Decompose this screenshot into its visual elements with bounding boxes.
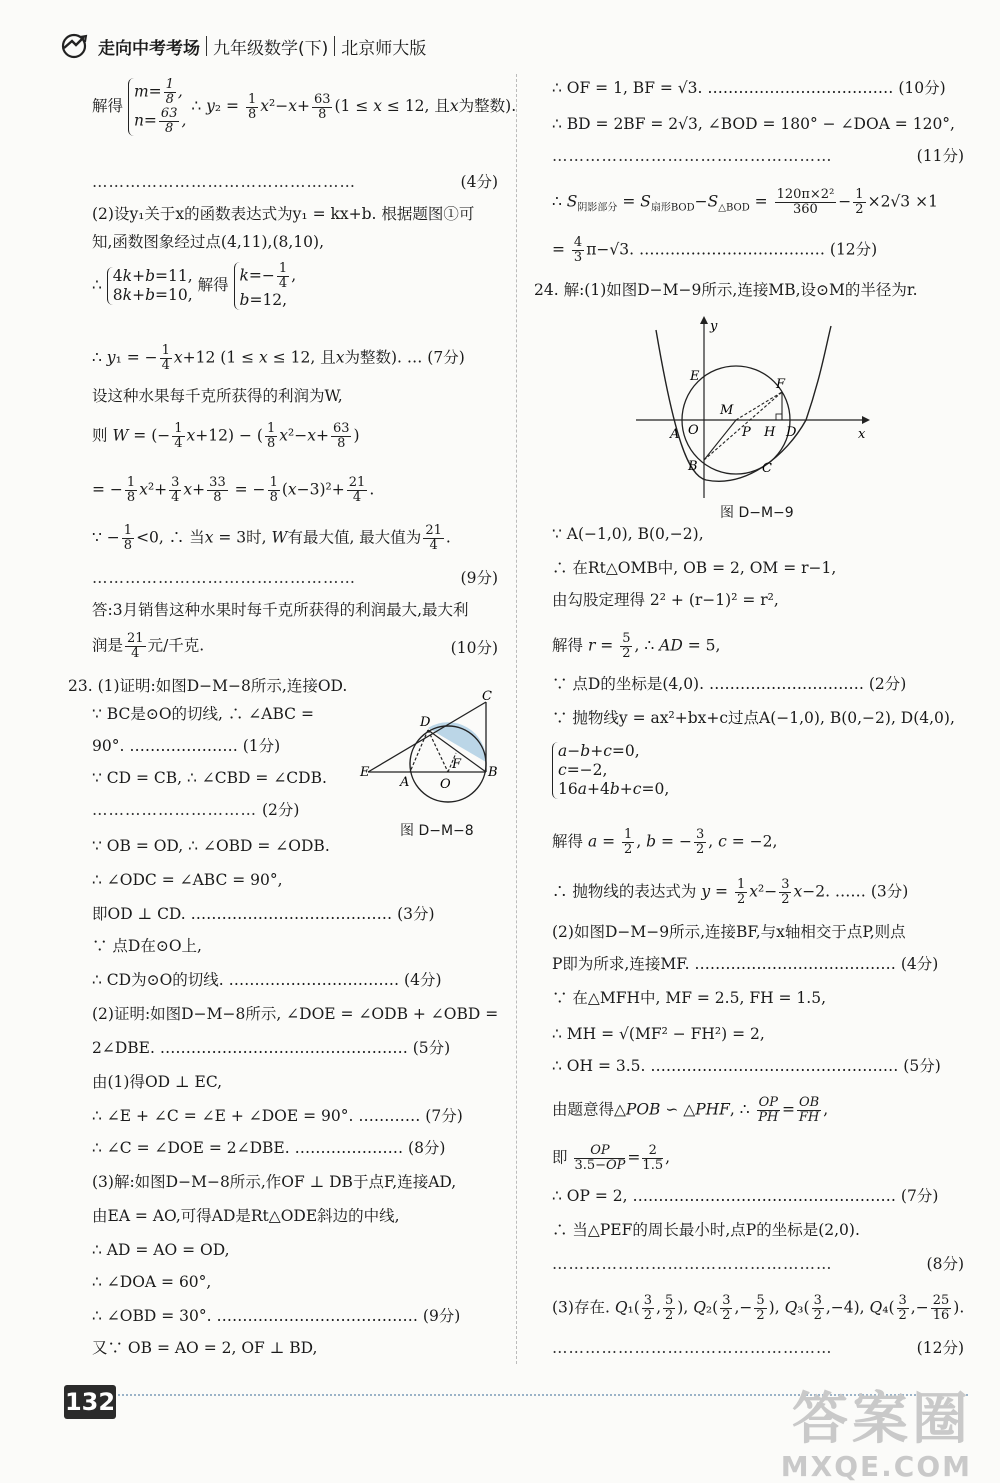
watermark-url: MXQE.COM: [780, 1450, 972, 1483]
fig8-label-a: A: [400, 775, 410, 790]
brand-logo-icon: [60, 33, 92, 59]
solution-line: a−b+c=0, c=−2, 16a+4b+c=0,: [552, 742, 669, 799]
page-header: [60, 26, 426, 66]
solution-line: ………………………… (2分): [92, 801, 300, 819]
solution-line: (3)解:如图D−M−8所示,作OF ⊥ DB于点F,连接AD,: [92, 1173, 457, 1191]
solution-line: ∴ 抛物线的表达式为 y = $\frac{1}{2}$ x²− $\frac{3}{2}$ x−2. …… (3分): [552, 877, 909, 907]
score-mark: (4分): [460, 173, 498, 191]
fig8-label-b: B: [488, 765, 498, 780]
solution-line: = $\frac{4}{3}$ π−√3. ……………………………… (12分): [552, 235, 878, 265]
solution-line: 解得 a = $\frac{1}{2}$ , b = − $\frac{3}{2}$ , c = −2,: [552, 827, 778, 857]
score-mark: (10分): [450, 639, 498, 657]
question-23: 23. (1)证明:如图D−M−8所示,连接OD.: [68, 677, 348, 695]
fig9-label-f: F: [776, 377, 786, 392]
solution-line: ∴ MH = √(MF² − FH²) = 2,: [552, 1025, 765, 1043]
watermark: [780, 1387, 972, 1483]
score-mark: (12分): [916, 1339, 964, 1357]
solution-line: ∴ $S_{阴影部分} = S_{扇形BOD}-S_{\triangle BOD}$ = $\frac{\text{120π×2²}}{360}$ − $\frac{1}{2}$ ×2√3 ×1: [552, 187, 938, 217]
header-divider: [206, 36, 207, 56]
page-number: 132: [64, 1385, 116, 1419]
fig8-label-o: O: [440, 777, 451, 792]
solution-line: P即为所求,连接MF. ………………………………… (4分): [552, 955, 939, 973]
solution-line: ∵ OB = OD, ∴ ∠OBD = ∠ODB.: [92, 837, 330, 855]
header-divider-2: [334, 36, 335, 56]
solution-line: ∵ A(−1,0), B(0,−2),: [552, 525, 704, 543]
fig9-label-p: P: [742, 425, 751, 440]
fig9-label-a: A: [670, 427, 680, 442]
solution-line: ∴ 当△PEF的周长最小时,点P的坐标是(2,0).: [552, 1221, 860, 1239]
solution-line: ∴ OP = 2, …………………………………………… (7分): [552, 1187, 939, 1205]
column-divider: [516, 74, 517, 1364]
solution-line: 解得 m= $\frac{1}{8}$ , n= $\frac{63}{8}$ , ∴ y₂ = $\frac{1}{8}$ x²−x+ $\frac{63}{8}$ (1 ≤ x ≤ 12, 且x为整数).: [92, 77, 517, 136]
fig8-label-f: F: [452, 757, 462, 772]
solution-line: (2)证明:如图D−M−8所示, ∠DOE = ∠ODB + ∠OBD =: [92, 1005, 499, 1023]
solution-line: ∴ OF = 1, BF = √3. ……………………………… (10分): [552, 79, 946, 97]
solution-line: 90°. ………………… (1分): [92, 737, 281, 755]
solution-line: = − $\frac{1}{8}$ x²+ $\frac{3}{4}$ x+ $\frac{33}{8}$ = − $\frac{1}{8}$ (x−3)²+ $\frac{21}{4}$ .: [92, 475, 375, 505]
score-mark: (2分): [261, 801, 300, 819]
edition-label: 北京师大版: [341, 38, 427, 59]
fig9-label-d: D: [786, 425, 797, 440]
fig8-label-d: D: [420, 715, 431, 730]
solution-line: 由题意得△POB ∽ △PHF, ∴ $\frac{OP}{PH}$ = $\frac{OB}{FH}$ ,: [552, 1095, 829, 1125]
solution-line: ∵ CD = CB, ∴ ∠CBD = ∠CDB.: [92, 769, 327, 787]
figure-d-m-8-caption: 图 D−M−8: [400, 823, 474, 839]
solution-line: (3)存在. Q₁( $\frac{3}{2}$ , $\frac{5}{2}$ ), Q₂( $\frac{3}{2}$ ,− $\frac{5}{2}$ ), Q₃( $\frac{3}{2}$ ,−4), Q₄( $\frac{3}{2}$ ,− $\frac{25}{16}$ ).: [552, 1293, 965, 1323]
figure-d-m-9-caption: 图 D−M−9: [720, 505, 794, 521]
solution-line: ∴ y₁ = − $\frac{1}{4}$ x+12 (1 ≤ x ≤ 12, 且x为整数). … (7分): [92, 343, 465, 373]
fig8-label-c: C: [482, 690, 492, 704]
score-mark: (11分): [916, 147, 964, 165]
solution-line: ∵ 点D在⊙O上,: [92, 937, 202, 955]
solution-line: ∵ 在△MFH中, MF = 2.5, FH = 1.5,: [552, 989, 827, 1007]
solution-line: ∴ AD = AO = OD,: [92, 1241, 230, 1259]
solution-line: 则 W = (− $\frac{1}{4}$ x+12) − ( $\frac{1}{8}$ x²−x+ $\frac{63}{8}$ ): [92, 421, 360, 451]
solution-line: 即OD ⊥ CD. ………………………………… (3分): [92, 905, 435, 923]
watermark-logo-text: 答案圈: [792, 1387, 972, 1452]
solution-line: ∴ ∠E + ∠C = ∠E + ∠DOE = 90°. ………… (7分): [92, 1107, 463, 1125]
solution-line: ∵ − $\frac{1}{8}$ <0, ∴ 当x = 3时, W有最大值, 最大值为 $\frac{21}{4}$ .: [92, 523, 451, 553]
solution-line: ∴ BD = 2BF = 2√3, ∠BOD = 180° − ∠DOA = 120°,: [552, 115, 955, 133]
solution-line: 解得 r = $\frac{5}{2}$ , ∴ AD = 5,: [552, 631, 721, 661]
solution-line: ∴ 4k+b=11, 8k+b=10, 解得 k=− $\frac{1}{4}$ , b=12,: [92, 261, 297, 309]
fig9-label-e: E: [690, 369, 700, 384]
solution-line: ……………………………………………: [552, 1339, 833, 1357]
score-mark: (8分): [926, 1255, 964, 1273]
solution-line: 答:3月销售这种水果时每千克所获得的利润最大,最大利: [92, 601, 469, 619]
fig8-label-e: E: [360, 765, 370, 780]
solution-line: ∵ 点D的坐标是(4,0). ………………………… (2分): [552, 675, 907, 693]
solution-line: 由勾股定理得 2² + (r−1)² = r²,: [552, 591, 779, 609]
solution-line: ∴ ∠C = ∠DOE = 2∠DBE. ………………… (8分): [92, 1139, 446, 1157]
fig9-label-c: C: [762, 461, 772, 476]
solution-line: 润是 $\frac{21}{4}$ 元/千克.: [92, 631, 205, 661]
fig9-label-b: B: [688, 459, 698, 474]
fig9-label-h: H: [764, 425, 776, 440]
solution-line: 知,函数图象经过点(4,11),(8,10),: [92, 233, 324, 251]
figure-d-m-9: [636, 316, 870, 498]
solution-line: 2∠DBE. ………………………………………… (5分): [92, 1039, 451, 1057]
solution-line: ∴ 在Rt△OMB中, OB = 2, OM = r−1,: [552, 559, 837, 577]
solution-line: 由(1)得OD ⊥ EC,: [92, 1073, 223, 1091]
solution-line: …………………………………………: [92, 569, 356, 587]
solution-line: ∴ ∠ODC = ∠ABC = 90°,: [92, 871, 283, 889]
solution-line: 由EA = AO,可得AD是Rt△ODE斜边的中线,: [92, 1207, 400, 1225]
solution-line: ∴ CD为⊙O的切线. …………………………… (4分): [92, 971, 442, 989]
solution-line: (2)设y₁关于x的函数表达式为y₁ = kx+b. 根据题图①可: [92, 205, 475, 223]
fig9-label-o: O: [688, 423, 699, 438]
brand-name: 走向中考考场: [98, 38, 200, 59]
solution-line: ……………………………………………: [552, 1255, 833, 1273]
grade-label: 九年级数学(下): [213, 38, 329, 59]
solution-line: ∴ OH = 3.5. ………………………………………… (5分): [552, 1057, 941, 1075]
solution-line: ∵ 抛物线y = ax²+bx+c过点A(−1,0), B(0,−2), D(4,0),: [552, 709, 955, 727]
solution-line: 又∵ OB = AO = 2, OF ⊥ BD,: [92, 1339, 318, 1357]
solution-line: …………………………………………: [92, 173, 356, 191]
question-24: 24. 解:(1)如图D−M−9所示,连接MB,设⊙M的半径为r.: [534, 281, 918, 299]
figure-d-m-8: [358, 690, 504, 820]
solution-line: ……………………………………………: [552, 147, 833, 165]
fig9-label-x: x: [858, 427, 866, 442]
score-mark: (9分): [460, 569, 498, 587]
fig9-label-m: M: [720, 403, 734, 418]
fig9-label-y: y: [710, 319, 718, 334]
solution-line: ∴ ∠OBD = 30°. ………………………………… (9分): [92, 1307, 461, 1325]
solution-line: (2)如图D−M−9所示,连接BF,与x轴相交于点P,则点: [552, 923, 906, 941]
solution-line: 即 $\frac{OP}{3.5-OP}$ = $\frac{2}{1.5}$ ,: [552, 1143, 671, 1173]
solution-line: ∵ BC是⊙O的切线, ∴ ∠ABC =: [92, 705, 314, 723]
solution-line: 设这种水果每千克所获得的利润为W,: [92, 387, 343, 405]
solution-line: ∴ ∠DOA = 60°,: [92, 1273, 212, 1291]
